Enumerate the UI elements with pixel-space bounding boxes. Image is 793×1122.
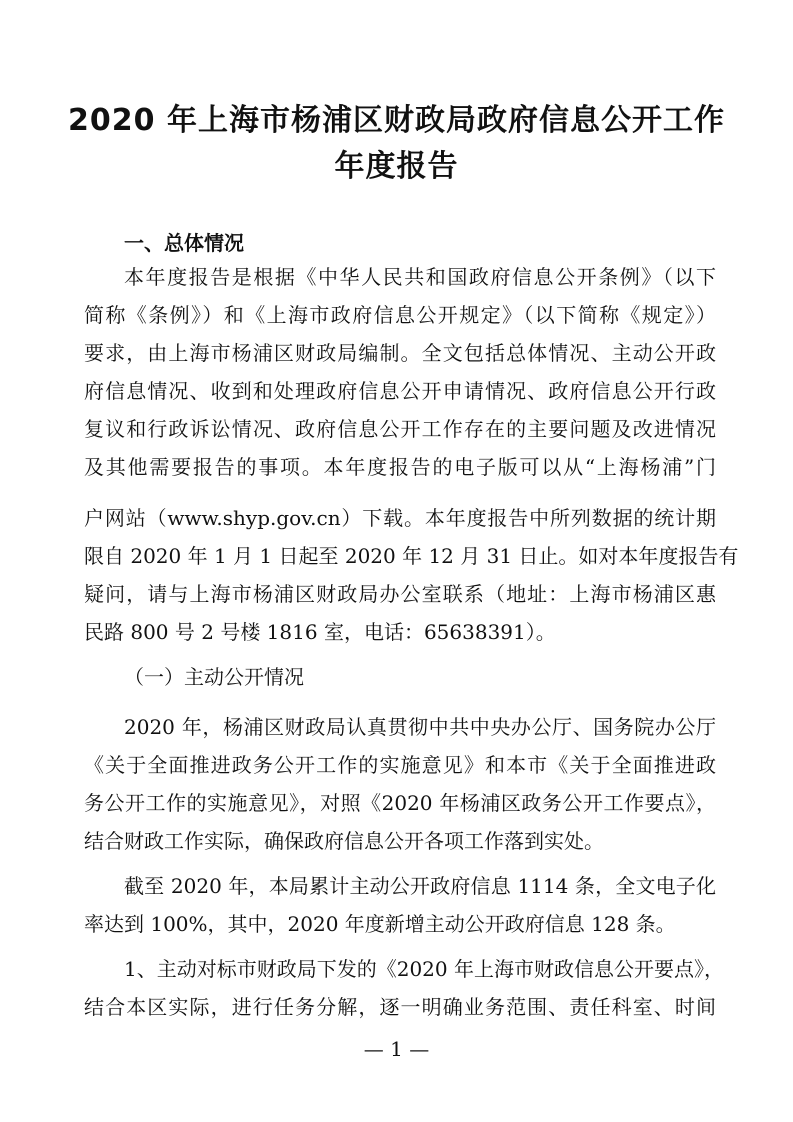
paragraph-line: 疑问，请与上海市杨浦区财政局办公室联系（地址：上海市杨浦区惠 — [84, 582, 716, 606]
paragraph-line: 1、主动对标市财政局下发的《2020 年上海市财政信息公开要点》， — [124, 957, 724, 981]
paragraph-line: 及其他需要报告的事项。本年度报告的电子版可以从“上海杨浦”门 — [84, 455, 716, 479]
paragraph-line: 务公开工作的实施意见》，对照《2020 年杨浦区政务公开工作要点》， — [84, 791, 716, 815]
paragraph-line: 限自 2020 年 1 月 1 日起至 2020 年 12 月 31 日止。如对本年度报告有 — [84, 544, 739, 568]
paragraph-line: 截至 2020 年，本局累计主动公开政府信息 1114 条，全文电子化 — [124, 874, 716, 898]
paragraph-line: 率达到 100%，其中，2020 年度新增主动公开政府信息 128 条。 — [84, 912, 676, 936]
paragraph-line: 复议和行政诉讼情况、政府信息公开工作存在的主要问题及改进情况 — [84, 417, 716, 441]
paragraph-line: 要求，由上海市杨浦区财政局编制。全文包括总体情况、主动公开政 — [84, 341, 716, 365]
paragraph-line: 2020 年，杨浦区财政局认真贯彻中共中央办公厅、国务院办公厅 — [124, 715, 716, 739]
paragraph-line: 结合财政工作实际，确保政府信息公开各项工作落到实处。 — [84, 829, 604, 853]
paragraph-line: 民路 800 号 2 号楼 1816 室，电话：65638391）。 — [84, 620, 556, 644]
subsection-heading-active-disclosure: （一）主动公开情况 — [124, 665, 304, 689]
section-heading-overview: 一、总体情况 — [124, 231, 244, 255]
paragraph-line: 结合本区实际，进行任务分解，逐一明确业务范围、责任科室、时间 — [84, 995, 716, 1019]
paragraph-line: 简称《条例》）和《上海市政府信息公开规定》（以下简称《规定》） — [84, 303, 716, 327]
paragraph-line: 户网站（www.shyp.gov.cn）下载。本年度报告中所列数据的统计期 — [84, 506, 716, 530]
paragraph-line: 《关于全面推进政务公开工作的实施意见》和本市《关于全面推进政 — [84, 753, 716, 777]
paragraph-line: 本年度报告是根据《中华人民共和国政府信息公开条例》（以下 — [124, 265, 716, 289]
document-title-line-1: 2020 年上海市杨浦区财政局政府信息公开工作 — [68, 103, 725, 138]
paragraph-line: 府信息情况、收到和处理政府信息公开申请情况、政府信息公开行政 — [84, 379, 716, 403]
page-number: — 1 — — [363, 1037, 430, 1061]
document-title-line-2: 年度报告 — [334, 149, 459, 184]
